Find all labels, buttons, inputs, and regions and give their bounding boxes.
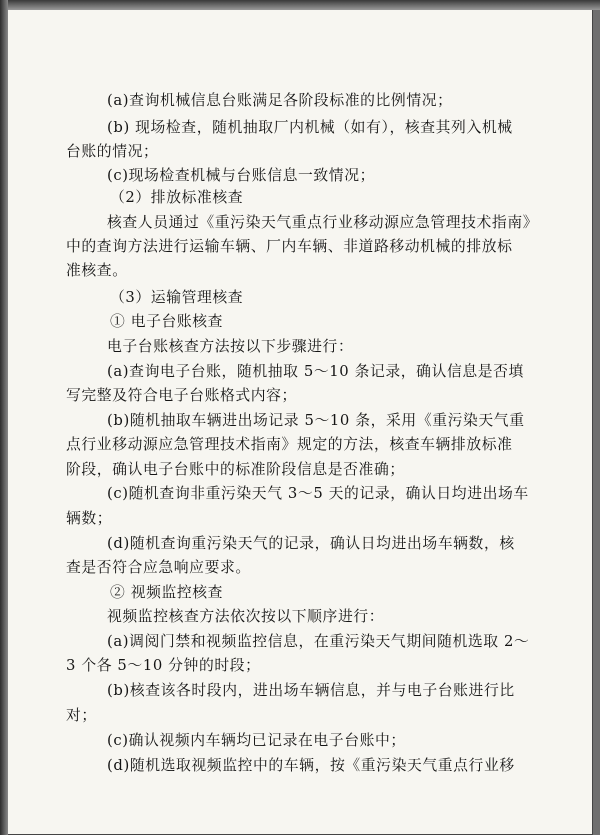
text-line: (b) 现场检查，随机抽取厂内机械（如有），核查其列入机械	[107, 119, 513, 136]
text-line: 核查人员通过《重污染天气重点行业移动源应急管理技术指南》	[107, 214, 539, 231]
text-line: 对；	[66, 707, 97, 724]
text-line: 点行业移动源应急管理技术指南》规定的方法，核查车辆排放标准	[66, 436, 513, 453]
text-line: 辆数；	[66, 510, 113, 527]
text-line: (a)调阅门禁和视频监控信息，在重污染天气期间随机选取 2～	[107, 633, 530, 650]
text-line: 台账的情况；	[66, 143, 159, 160]
text-line: (d)随机查询重污染天气的记录，确认日均进出场车辆数，核	[107, 535, 515, 552]
text-line: 视频监控核查方法依次按以下顺序进行：	[107, 608, 385, 625]
text-line: 阶段，确认电子台账中的标准阶段信息是否准确；	[66, 461, 405, 478]
text-line: (a)查询电子台账，随机抽取 5～10 条记录，确认信息是否填	[107, 363, 524, 380]
subsection-heading: ① 电子台账核查	[110, 313, 224, 330]
section-heading: （3）运输管理核查	[110, 289, 244, 306]
text-line: (c)确认视频内车辆均已记录在电子台账中；	[107, 732, 406, 749]
text-line: (b)核查该各时段内，进出场车辆信息，并与电子台账进行比	[107, 682, 515, 699]
text-line: 写完整及符合电子台账格式内容；	[66, 387, 297, 404]
subsection-heading: ② 视频监控核查	[110, 584, 224, 601]
text-line: (c)随机查询非重污染天气 3～5 天的记录，确认日均进出场车	[107, 485, 529, 502]
text-line: (b)随机抽取车辆进出场记录 5～10 条，采用《重污染天气重	[107, 412, 525, 429]
text-line: (d)随机选取视频监控中的车辆，按《重污染天气重点行业移	[107, 757, 515, 774]
text-line: 电子台账核查方法按以下步骤进行：	[107, 338, 354, 355]
text-line: 查是否符合应急响应要求。	[66, 559, 251, 576]
text-line: (a)查询机械信息台账满足各阶段标准的比例情况；	[107, 92, 453, 109]
section-heading: （2）排放标准核查	[110, 189, 244, 206]
text-line: 3 个各 5～10 分钟的时段；	[66, 657, 261, 674]
text-line: 准核查。	[66, 262, 128, 279]
text-line: 中的查询方法进行运输车辆、厂内车辆、非道路移动机械的排放标	[66, 238, 513, 255]
text-line: (c)现场检查机械与台账信息一致情况；	[107, 167, 375, 184]
